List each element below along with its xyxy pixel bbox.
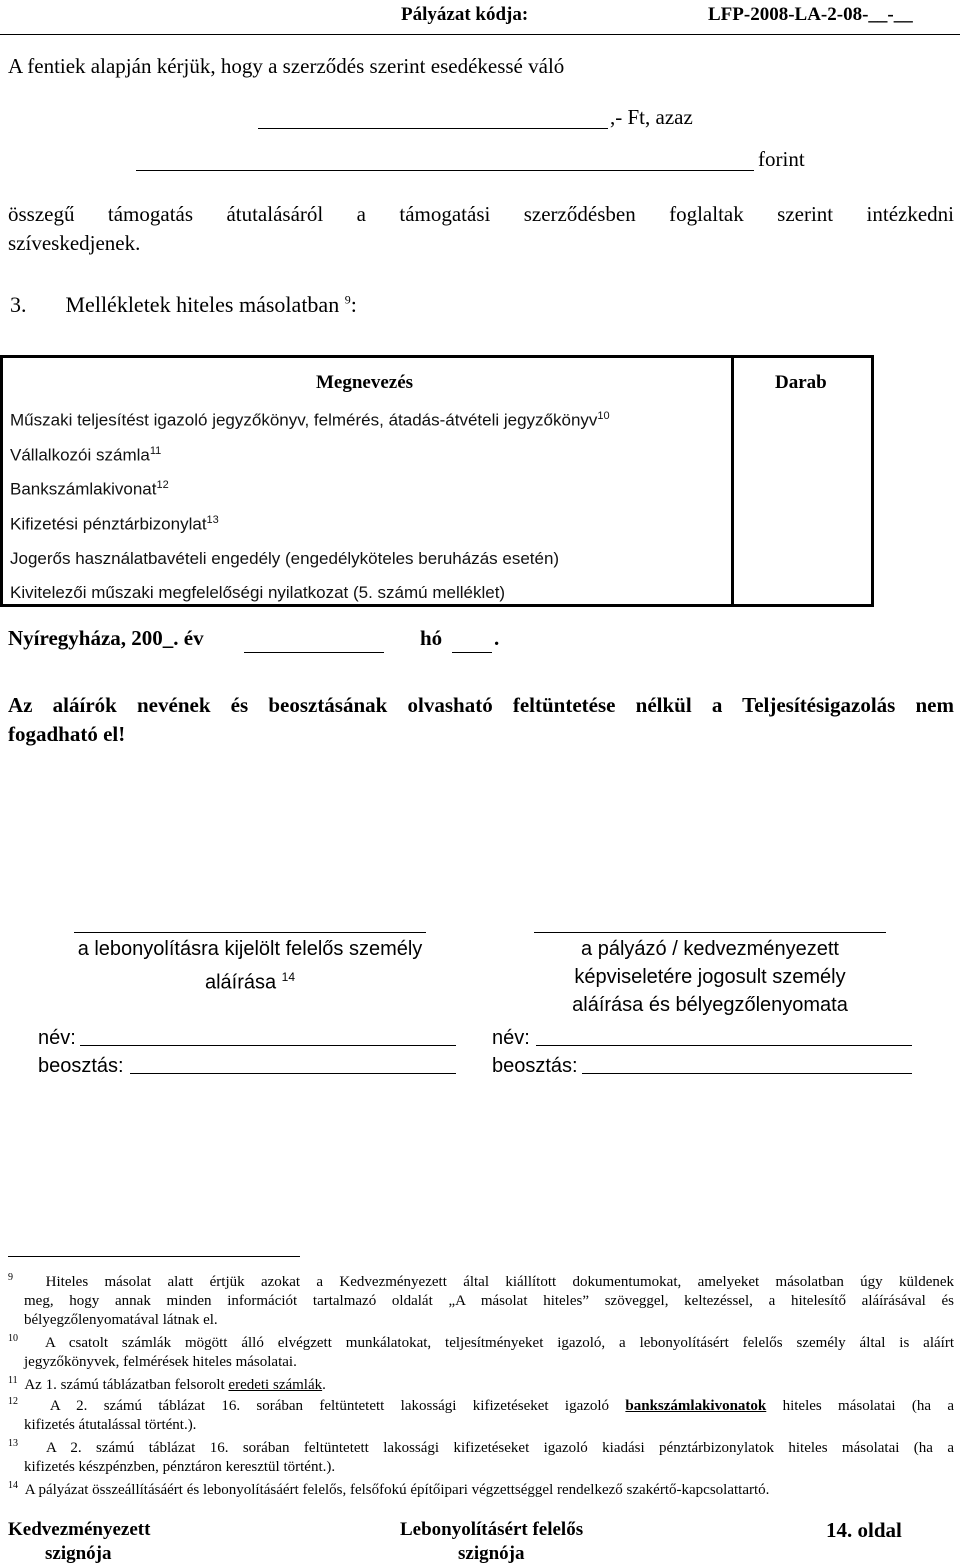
table-row-footnote-ref: 13 bbox=[206, 514, 219, 526]
footnote-text: . bbox=[322, 1377, 326, 1393]
footer-manager-label: Lebonyolításért felelős bbox=[400, 1519, 584, 1540]
footnote-number: 12 bbox=[8, 1396, 18, 1407]
section-colon: : bbox=[350, 292, 357, 317]
date-end: . bbox=[494, 626, 500, 650]
table-row-text: Kifizetési pénztárbizonylat bbox=[10, 514, 207, 534]
footnote-14 bbox=[8, 1476, 954, 1500]
table-header-name: Megnevezés bbox=[316, 372, 414, 393]
warning-line-2: fogadható el! bbox=[8, 722, 126, 746]
table-row bbox=[10, 583, 505, 603]
left-position-blank bbox=[130, 1073, 456, 1074]
table-row bbox=[10, 445, 161, 466]
footnote-separator bbox=[8, 1256, 300, 1257]
date-month-label: hó bbox=[420, 626, 443, 650]
header-code-label: Pályázat kódja: bbox=[401, 4, 529, 25]
right-signature-caption bbox=[480, 935, 940, 1019]
right-signature-line bbox=[534, 932, 886, 933]
footnote-text: Hiteles másolat alatt értjük azokat a Kedvezményezett által kiállított dokumentumokat, amelyeket másolatban úgy küldenek bbox=[45, 1274, 955, 1290]
footnote-text: hiteles másolatai (ha a bbox=[766, 1398, 954, 1414]
footnote-underlined-text: bankszámlakivonatok bbox=[625, 1398, 767, 1414]
table-row-footnote-ref: 10 bbox=[597, 410, 610, 422]
left-signature-line1: a lebonyolításra kijelölt felelős személy bbox=[77, 938, 423, 960]
footnote-text: jegyzőkönyvek, felmérések hiteles másolatai. bbox=[24, 1354, 297, 1370]
footnote-number: 13 bbox=[8, 1438, 18, 1449]
amount-blank bbox=[258, 128, 608, 129]
forint-label: forint bbox=[758, 147, 805, 171]
right-position-label: beosztás: bbox=[492, 1055, 578, 1077]
footnote-text: A 2. számú táblázat 16. sorában feltüntetett lakossági kifizetéseket igazoló bbox=[49, 1398, 626, 1414]
table-row bbox=[10, 514, 219, 535]
left-signature-caption bbox=[20, 935, 480, 997]
footnote-text: A csatolt számlák mögött álló elvégzett munkálatokat, teljesítményeket igazoló, a lebonyolításért felelős személy által is aláírt bbox=[44, 1335, 954, 1351]
left-signature-footnote-ref: 14 bbox=[281, 970, 296, 984]
footnote-10 bbox=[8, 1329, 954, 1372]
table-row-text: Bankszámlakivonat bbox=[10, 479, 157, 499]
table-row bbox=[10, 549, 559, 569]
table-row-footnote-ref: 11 bbox=[149, 445, 162, 457]
table-header-count: Darab bbox=[775, 372, 827, 393]
footer-beneficiary-signature: szignója bbox=[45, 1543, 112, 1564]
footer-beneficiary-label: Kedvezményezett bbox=[8, 1519, 151, 1540]
footnote-text: A 2. számú táblázat 16. sorában feltüntetett lakossági kifizetéseket igazoló kiadási pénztárbizonylatok hiteles másolatai (ha a bbox=[45, 1440, 954, 1456]
footnote-text: Az 1. számú táblázatban felsorolt bbox=[24, 1377, 229, 1393]
footnote-text: kifizetés átutalással történt.). bbox=[24, 1417, 197, 1433]
header-rule bbox=[0, 34, 960, 35]
left-signature-line bbox=[74, 932, 426, 933]
footnote-9 bbox=[8, 1268, 954, 1330]
footnote-text: bélyegzőlenyomatával látnak el. bbox=[24, 1312, 218, 1328]
section-title bbox=[10, 292, 357, 318]
footnote-number: 14 bbox=[8, 1480, 18, 1491]
footnote-text: A pályázat összeállításáért és lebonyolításáért felelős, felsőfokú építőipari végzettséggel rendelkező szakértő-kapcsolattartó. bbox=[24, 1482, 770, 1498]
table-row bbox=[10, 479, 169, 500]
table-row-text: Műszaki teljesítést igazoló jegyzőkönyv, felmérés, átadás-átvételi jegyzőkönyv bbox=[10, 410, 598, 430]
left-signature-line2: aláírása bbox=[204, 971, 277, 994]
footnote-number: 9 bbox=[8, 1272, 13, 1283]
table-divider bbox=[731, 358, 734, 604]
right-name-label: név: bbox=[492, 1027, 530, 1049]
right-signature-line3: aláírása és bélyegzőlenyomata bbox=[572, 994, 848, 1016]
footnote-text: meg, hogy annak minden információt tartalmazó oldalát „A másolat hiteles” szöveggel, keltezéssel, a hitelesítő aláírásával és bbox=[24, 1293, 954, 1309]
footer-beneficiary bbox=[8, 1518, 150, 1566]
amount-words-blank bbox=[136, 170, 754, 171]
right-signature-line1: a pályázó / kedvezményezett bbox=[581, 938, 839, 960]
left-name-blank bbox=[80, 1045, 456, 1046]
footnote-12 bbox=[8, 1392, 954, 1435]
table-row-text: Vállalkozói számla bbox=[10, 445, 150, 465]
request-line-1: összegű támogatás átutalásáról a támogatási szerződésben foglaltak szerint intézkedni bbox=[8, 202, 954, 226]
right-name-blank bbox=[536, 1045, 912, 1046]
date-day-blank bbox=[244, 652, 384, 653]
section-number: 3. bbox=[10, 292, 27, 317]
footnote-number: 11 bbox=[8, 1375, 18, 1386]
footnote-13 bbox=[8, 1434, 954, 1477]
footnote-underlined-text: eredeti számlák bbox=[228, 1377, 323, 1393]
footer-manager-signature: szignója bbox=[458, 1543, 525, 1564]
request-line-2: szíveskedjenek. bbox=[8, 231, 141, 255]
attachments-table bbox=[0, 355, 874, 607]
table-row-text: Jogerős használatbavételi engedély (engedélyköteles beruházás esetén) bbox=[10, 549, 560, 568]
table-row-text: Kivitelezői műszaki megfelelőségi nyilatkozat (5. számú melléklet) bbox=[10, 583, 506, 602]
page-number: 14. oldal bbox=[826, 1518, 902, 1542]
left-name-label: név: bbox=[38, 1027, 76, 1049]
table-row-footnote-ref: 12 bbox=[156, 479, 169, 491]
table-row bbox=[10, 410, 610, 431]
footnote-text: kifizetés készpénzben, pénztáron keresztül történt.). bbox=[24, 1459, 336, 1475]
section-title-text: Mellékletek hiteles másolatban bbox=[65, 292, 340, 317]
date-month-blank bbox=[452, 652, 492, 653]
right-signature-line2: képviseletére jogosult személy bbox=[574, 966, 846, 988]
footnote-number: 10 bbox=[8, 1333, 18, 1344]
date-place: Nyíregyháza, 200_. év bbox=[8, 626, 204, 650]
amount-suffix: ,- Ft, azaz bbox=[610, 105, 693, 129]
left-position-label: beosztás: bbox=[38, 1055, 124, 1077]
header-code-value: LFP-2008-LA-2-08-__-__ bbox=[708, 4, 913, 25]
footer-manager bbox=[400, 1518, 583, 1566]
warning-line-1: Az aláírók nevének és beosztásának olvasható feltüntetése nélkül a Teljesítésigazolás nem bbox=[8, 693, 954, 717]
intro-text: A fentiek alapján kérjük, hogy a szerződés szerint esedékessé váló bbox=[8, 54, 565, 78]
right-position-blank bbox=[582, 1073, 912, 1074]
section-footnote-ref: 9 bbox=[344, 292, 351, 307]
